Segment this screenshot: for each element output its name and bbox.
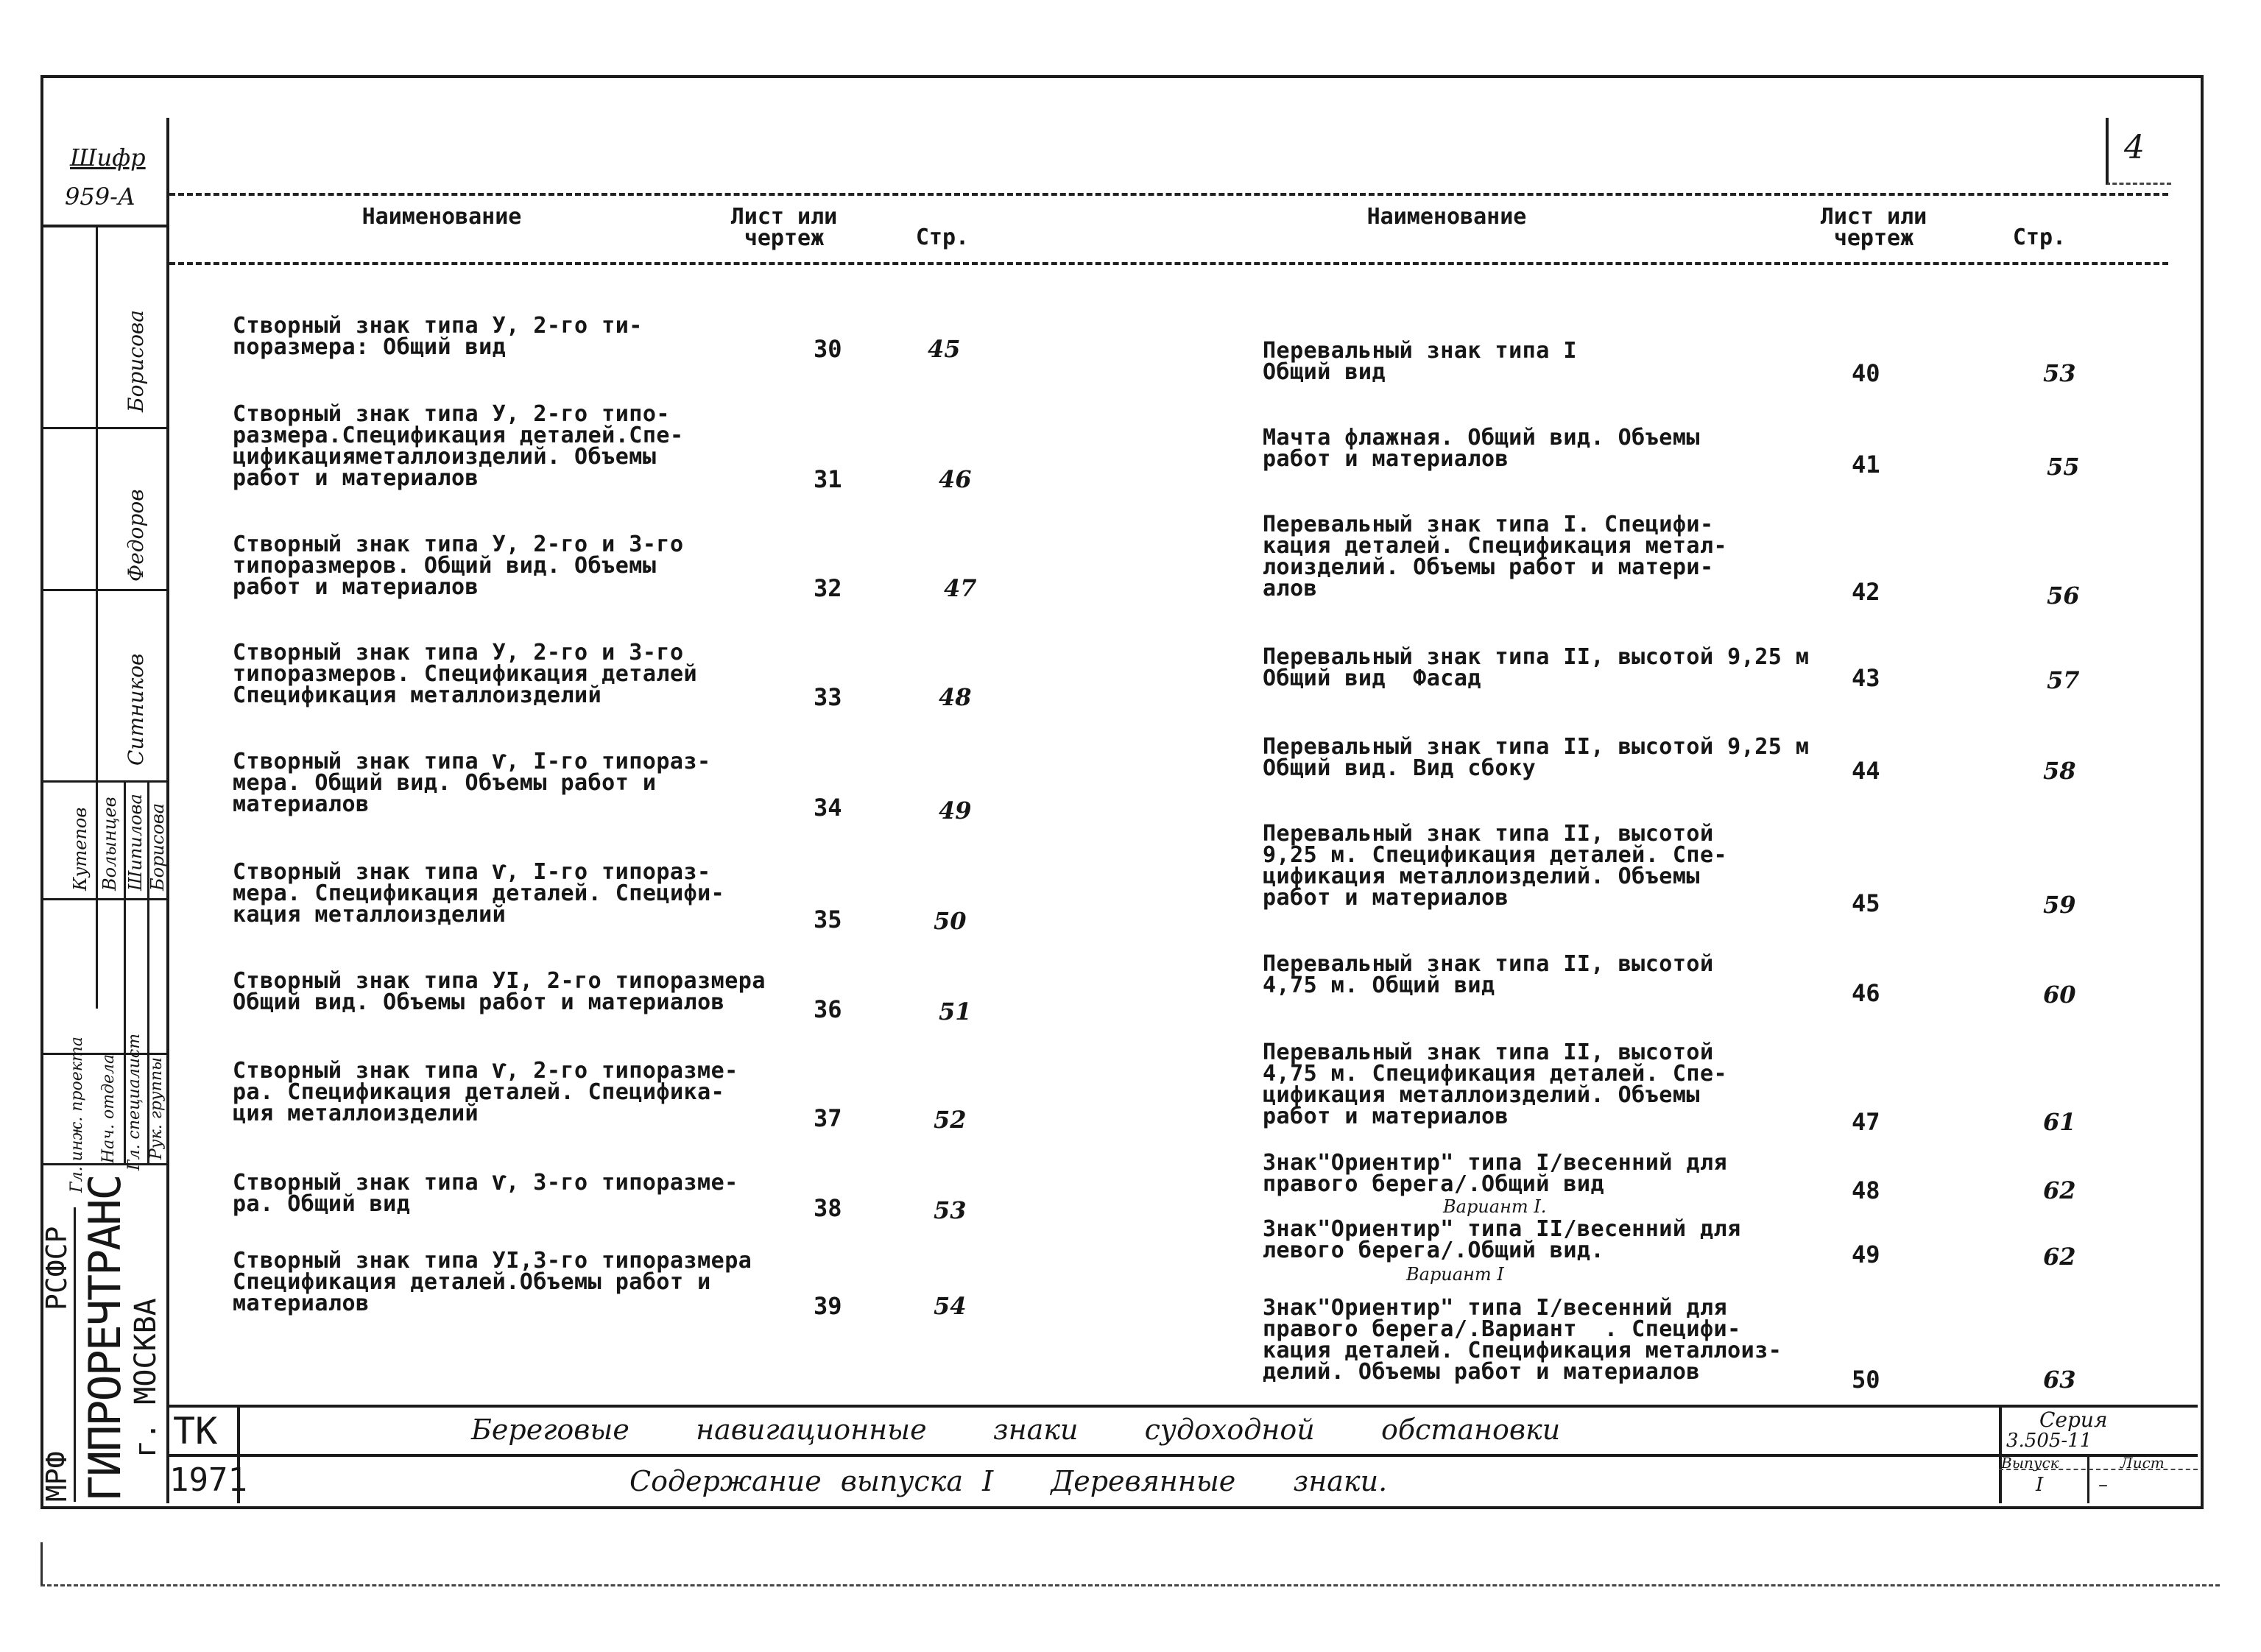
stamp-signature: Борисова: [124, 310, 148, 412]
header-bottom-line: [169, 262, 2168, 265]
right-entry-page: 53: [2043, 359, 2076, 387]
right-entry-name: Перевальный знак типа I. Специфи- кация деталей. Спецификация метал- лоизделий. Объемы работ и матери- алов: [1263, 512, 1728, 601]
title-block-title-2: Содержание выпуска I Деревянные знаки.: [629, 1465, 1388, 1497]
left-entry-page: 46: [939, 465, 972, 493]
left-entry-page: 52: [934, 1106, 967, 1134]
title-block-sheet-label: Лист: [2120, 1454, 2165, 1472]
org-republic: РСФСР: [40, 1226, 73, 1310]
title-block-series-label: Серия: [2039, 1408, 2108, 1432]
stamp-role: Гл. инж. проекта: [68, 1037, 86, 1193]
right-entry-sheet: 43: [1852, 664, 1880, 692]
stamp-signature: Ситников: [124, 653, 148, 766]
left-entry-name: Створный знак типа Ѵ, I-го типораз- мера. Спецификация деталей. Специфи- кация металлоизделий: [233, 859, 725, 928]
left-entry-sheet: 36: [814, 995, 842, 1023]
title-block-divider: [2087, 1454, 2089, 1503]
right-entry-page: 57: [2047, 666, 2080, 694]
left-entry-sheet: 33: [814, 683, 842, 711]
left-entry-page: 45: [928, 335, 961, 363]
org-name: ГИПРОРЕЧТРАНС: [80, 1175, 131, 1502]
right-entry-name: Перевальный знак типа II, высотой 4,75 м. Спецификация деталей. Спе- цификация металлоизделий. Объемы работ и материалов: [1263, 1039, 1728, 1129]
stamp-row-line: [40, 589, 166, 591]
left-entry-name: Створный знак типа У, 2-го ти- поразмера: Общий вид: [233, 313, 643, 360]
right-entry-name: Перевальный знак типа II, высотой 9,25 м. Спецификация деталей. Спе- цификация металлоизделий. Объемы работ и материалов: [1263, 821, 1728, 911]
header-right-sheet: Лист или чертеж: [1820, 204, 1927, 251]
side-code-divider: [40, 225, 166, 227]
header-left-sheet: Лист или чертеж: [730, 204, 838, 251]
header-left-name: Наименование: [361, 204, 522, 230]
left-entry-name: Створный знак типа Ѵ, 3-го типоразме- ра. Общий вид: [233, 1170, 738, 1217]
left-entry-name: Створный знак типа Ѵ, 2-го типоразме- ра. Спецификация деталей. Специфика- ция металлоизделий: [233, 1058, 738, 1126]
left-entry-name: Створный знак типа УI, 2-го типоразмера Общий вид. Объемы работ и материалов: [233, 968, 766, 1015]
stamp-role: Гл. специалист: [125, 1033, 144, 1171]
left-entry-name: Створный знак типа У, 2-го и 3-го типоразмеров. Спецификация деталей Спецификация металлоизделий: [233, 640, 698, 708]
code-value: 959-А: [65, 183, 136, 211]
stamp-role: Нач. отдела: [99, 1053, 118, 1163]
left-entry-name: Створный знак типа У, 2-го и 3-го типоразмеров. Общий вид. Объемы работ и материалов: [233, 532, 684, 600]
left-entry-sheet: 34: [814, 794, 842, 822]
right-entry-name: Мачта флажная. Общий вид. Объемы работ и материалов: [1263, 425, 1700, 472]
right-entry-sheet: 44: [1852, 757, 1880, 785]
right-entry-sheet: 41: [1852, 451, 1880, 479]
title-block-tk: ТК: [173, 1410, 218, 1452]
right-entry-page: 60: [2043, 981, 2076, 1009]
left-entry-page: 49: [939, 797, 972, 825]
right-entry-sheet: 42: [1852, 578, 1880, 606]
right-entry-sheet: 46: [1852, 979, 1880, 1007]
trim-line-left: [40, 1542, 43, 1585]
header-left-page: Стр.: [915, 225, 970, 250]
right-entry-name: Знак"Ориентир" типа II/весенний для левого берега/.Общий вид.: [1263, 1216, 1741, 1263]
code-label: Шифр: [70, 144, 146, 172]
title-block-mid: [166, 1454, 2198, 1457]
right-entry-page: 62: [2043, 1176, 2076, 1204]
header-right-name: Наименование: [1366, 204, 1527, 230]
title-block-title-1: Береговые навигационные знаки судоходной обстановки: [471, 1413, 1561, 1446]
title-block-issue-value: I: [2036, 1474, 2044, 1496]
left-entry-sheet: 38: [814, 1194, 842, 1222]
left-entry-page: 48: [939, 683, 972, 711]
left-entry-page: 51: [939, 998, 972, 1026]
right-entry-page: 61: [2043, 1108, 2076, 1136]
right-entry-name: Перевальный знак типа II, высотой 4,75 м. Общий вид: [1263, 951, 1714, 998]
title-block-issue-label: Выпуск: [2001, 1454, 2059, 1472]
stamp-name: Волынцев: [99, 797, 120, 891]
stamp-name: Шипилова: [125, 794, 146, 891]
stamp-name: Борисова: [147, 802, 168, 891]
stamp-name: Кутепов: [70, 807, 91, 891]
left-entry-page: 47: [944, 574, 977, 602]
right-entry-page: 58: [2043, 757, 2076, 785]
left-entry-sheet: 39: [814, 1292, 842, 1320]
left-entry-sheet: 30: [814, 335, 842, 363]
right-entry-name: Знак"Ориентир" типа I/весенний для правого берега/.Вариант . Специфи- кация деталей. Спецификация металлоиз- делий. Объемы работ и материалов: [1263, 1295, 1782, 1385]
stamp-role: Рук. группы: [147, 1057, 166, 1159]
left-entry-sheet: 35: [814, 906, 842, 933]
stamp-signature: Федоров: [124, 489, 148, 582]
stamp-row-line: [40, 427, 166, 429]
sheet-number: 4: [2124, 129, 2145, 166]
right-entry-name: Перевальный знак типа I Общий вид: [1263, 338, 1577, 385]
left-entry-page: 54: [934, 1292, 967, 1320]
right-entry-sheet: 40: [1852, 359, 1880, 387]
left-entry-page: 53: [934, 1196, 967, 1224]
left-entry-name: Створный знак типа УI,3-го типоразмера Спецификация деталей.Объемы работ и материалов: [233, 1248, 752, 1316]
right-entry-name: Перевальный знак типа II, высотой 9,25 м Общий вид. Вид сбоку: [1263, 734, 1810, 781]
right-entry-page: 55: [2047, 453, 2080, 481]
right-entry-page: 63: [2043, 1366, 2076, 1394]
stamp-row-line: [40, 1163, 166, 1165]
right-entry-sheet: 47: [1852, 1108, 1880, 1136]
stamp-row-line: [40, 898, 166, 900]
right-entry-page: 62: [2043, 1243, 2076, 1271]
header-top-line: [169, 193, 2168, 196]
right-entry-sheet: 50: [1852, 1366, 1880, 1394]
left-entry-sheet: 31: [814, 465, 842, 493]
left-entry-sheet: 32: [814, 574, 842, 602]
org-divider: [74, 1207, 76, 1502]
header-right-page: Стр.: [2012, 225, 2067, 250]
trim-line: [40, 1584, 2220, 1586]
left-entry-name: Створный знак типа У, 2-го типо- размера.Спецификация деталей.Спе- цификацияметаллоизделий. Объемы работ и материалов: [233, 401, 684, 491]
left-entry-sheet: 37: [814, 1104, 842, 1132]
left-entry-page: 50: [934, 907, 967, 935]
right-entry-note: Вариант I.: [1443, 1196, 1547, 1217]
right-entry-sheet: 48: [1852, 1176, 1880, 1204]
right-entry-name: Перевальный знак типа II, высотой 9,25 м Общий вид Фасад: [1263, 644, 1810, 691]
title-block-year: 1971: [169, 1461, 247, 1499]
title-block-top: [166, 1405, 2198, 1408]
right-entry-sheet: 45: [1852, 889, 1880, 917]
title-block-series-value: 3.505-11: [2006, 1430, 2092, 1452]
org-ministry: МРФ: [40, 1451, 73, 1502]
left-entry-name: Створный знак типа Ѵ, I-го типораз- мера. Общий вид. Объемы работ и материалов: [233, 749, 711, 817]
stamp-row-line: [40, 780, 166, 783]
right-entry-sheet: 49: [1852, 1240, 1880, 1268]
org-city: г. МОСКВА: [129, 1298, 163, 1458]
right-entry-note: Вариант I: [1406, 1264, 1504, 1285]
title-block-sheet-value: –: [2098, 1474, 2108, 1496]
right-entry-page: 59: [2043, 891, 2076, 919]
stamp-inner-line: [96, 225, 98, 1009]
right-entry-page: 56: [2047, 582, 2080, 610]
right-entry-name: Знак"Ориентир" типа I/весенний для правого берега/.Общий вид: [1263, 1150, 1728, 1197]
